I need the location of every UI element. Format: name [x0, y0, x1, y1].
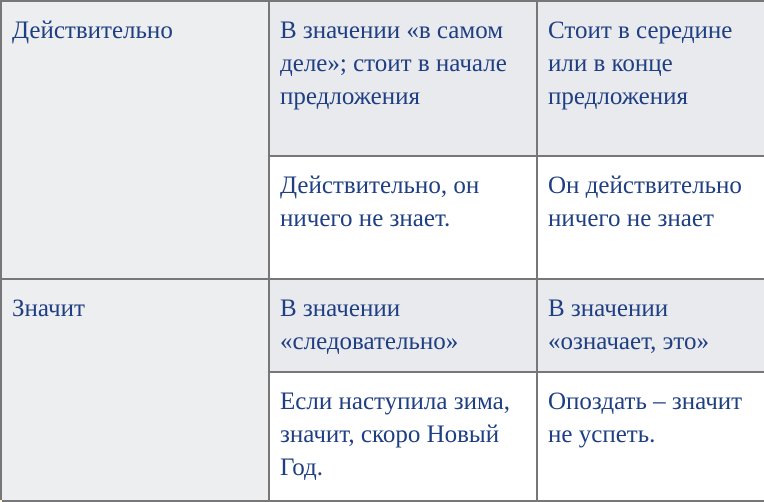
term-cell-2	[2, 280, 270, 502]
meaning-cell	[538, 280, 764, 373]
example-text: Он действительно ничего не знает	[548, 172, 742, 232]
example-text: Если наступила зима, значит, скоро Новый Год.	[280, 388, 510, 481]
term-cell-1	[2, 2, 270, 280]
meaning-cell	[538, 2, 764, 157]
meaning-text: В значении «означает, это»	[548, 295, 709, 355]
example-cell	[538, 373, 764, 502]
meaning-cell	[270, 2, 538, 157]
meaning-text: Стоит в середине или в конце предложения	[548, 17, 733, 110]
meaning-text: В значении «следовательно»	[280, 295, 459, 355]
meaning-cell	[270, 280, 538, 373]
example-text: Действительно, он ничего не знает.	[280, 172, 480, 232]
example-cell	[270, 373, 538, 502]
example-cell	[538, 157, 764, 280]
example-cell	[270, 157, 538, 280]
term-label: Действительно	[12, 17, 173, 44]
meaning-text: В значении «в самом деле»; стоит в начале предложения	[280, 17, 507, 110]
example-text: Опоздать – значит не успеть.	[548, 388, 743, 448]
term-label: Значит	[12, 295, 85, 322]
